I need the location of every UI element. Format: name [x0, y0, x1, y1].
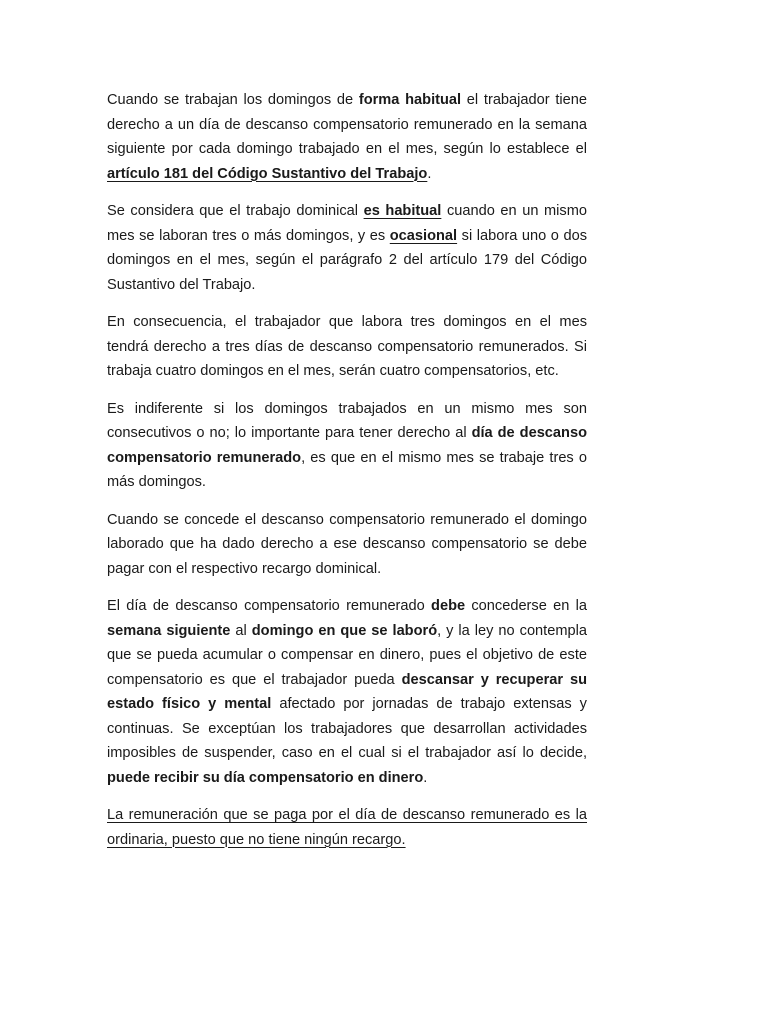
text-run: el trabajador tiene derecho a un día de descanso compensatorio remunerado en la semana siguiente por cada domingo trabajado en el mes, según lo establece el [107, 92, 587, 157]
text-run: . [423, 769, 428, 786]
bold-phrase: día de descanso compensatorio remunerado [107, 425, 587, 466]
text-run: , y la ley no contempla que se pueda acumular o compensar en dinero, pues el objetivo de este compensatorio es que el trabajador pueda [107, 622, 587, 688]
document-body [107, 88, 587, 865]
bold-phrase: puede recibir su día compensatorio en dinero [107, 769, 424, 786]
text-run: . [427, 165, 432, 182]
bold-phrase: descansar y recuperar su estado físico y mental [107, 671, 588, 712]
bold-phrase: semana siguiente [107, 622, 231, 639]
bold-phrase: debe [431, 598, 466, 614]
bold-phrase: domingo en que se laboró [251, 622, 438, 639]
paragraph-remuneracion-ordinaria [107, 803, 587, 852]
text-run: al [230, 622, 252, 639]
bold-underlined-phrase: es habitual [363, 203, 442, 219]
text-run: Cuando se trabajan los domingos de [107, 92, 359, 108]
paragraph-indiferente [107, 397, 587, 495]
text-run: , es que en el mismo mes se trabaje tres o más domingos. [107, 449, 587, 490]
text-run: Cuando se concede el descanso compensatorio remunerado el domingo laborado que ha dado derecho a ese descanso compensatorio se debe pagar con el respectivo recargo dominical. [107, 511, 587, 577]
text-run: Es indiferente si los domingos trabajados en un mismo mes son consecutivos o no; lo importante para tener derecho al [107, 400, 587, 441]
text-run: En consecuencia, el trabajador que labora tres domingos en el mes tendrá derecho a tres días de descanso compensatorio remunerados. Si trabaja cuatro domingos en el mes, serán cuatro compensatorios, etc. [107, 314, 587, 379]
text-run: El día de descanso compensatorio remunerado [107, 598, 432, 614]
text-run: concederse en la [465, 598, 587, 614]
text-run: cuando en un mismo mes se laboran tres o más domingos, y es [107, 203, 587, 244]
paragraph-habitual-ocasional [107, 199, 587, 297]
paragraph-consecuencia [107, 310, 587, 384]
text-run: afectado por jornadas de trabajo extensas y continuas. Se exceptúan los trabajadores que desarrollan actividades imposibles de suspender, caso en el cual si el trabajador así lo decide, [107, 696, 587, 761]
paragraph-domingos-habitual [107, 88, 587, 186]
text-run: si labora uno o dos domingos en el mes, según el parágrafo 2 del artículo 179 del Código Sustantivo del Trabajo. [107, 227, 587, 293]
article-reference: artículo 181 del Código Sustantivo del Trabajo [107, 165, 428, 182]
paragraph-semana-siguiente [107, 594, 587, 790]
paragraph-recargo-dominical [107, 508, 587, 582]
text-run: Se considera que el trabajo dominical [107, 203, 364, 219]
text-run: La remuneración que se paga por el día de descanso remunerado es la ordinaria, puesto que no tiene ningún recargo. [107, 807, 587, 848]
bold-phrase: forma habitual [358, 92, 462, 108]
bold-underlined-phrase: ocasional [389, 227, 458, 244]
